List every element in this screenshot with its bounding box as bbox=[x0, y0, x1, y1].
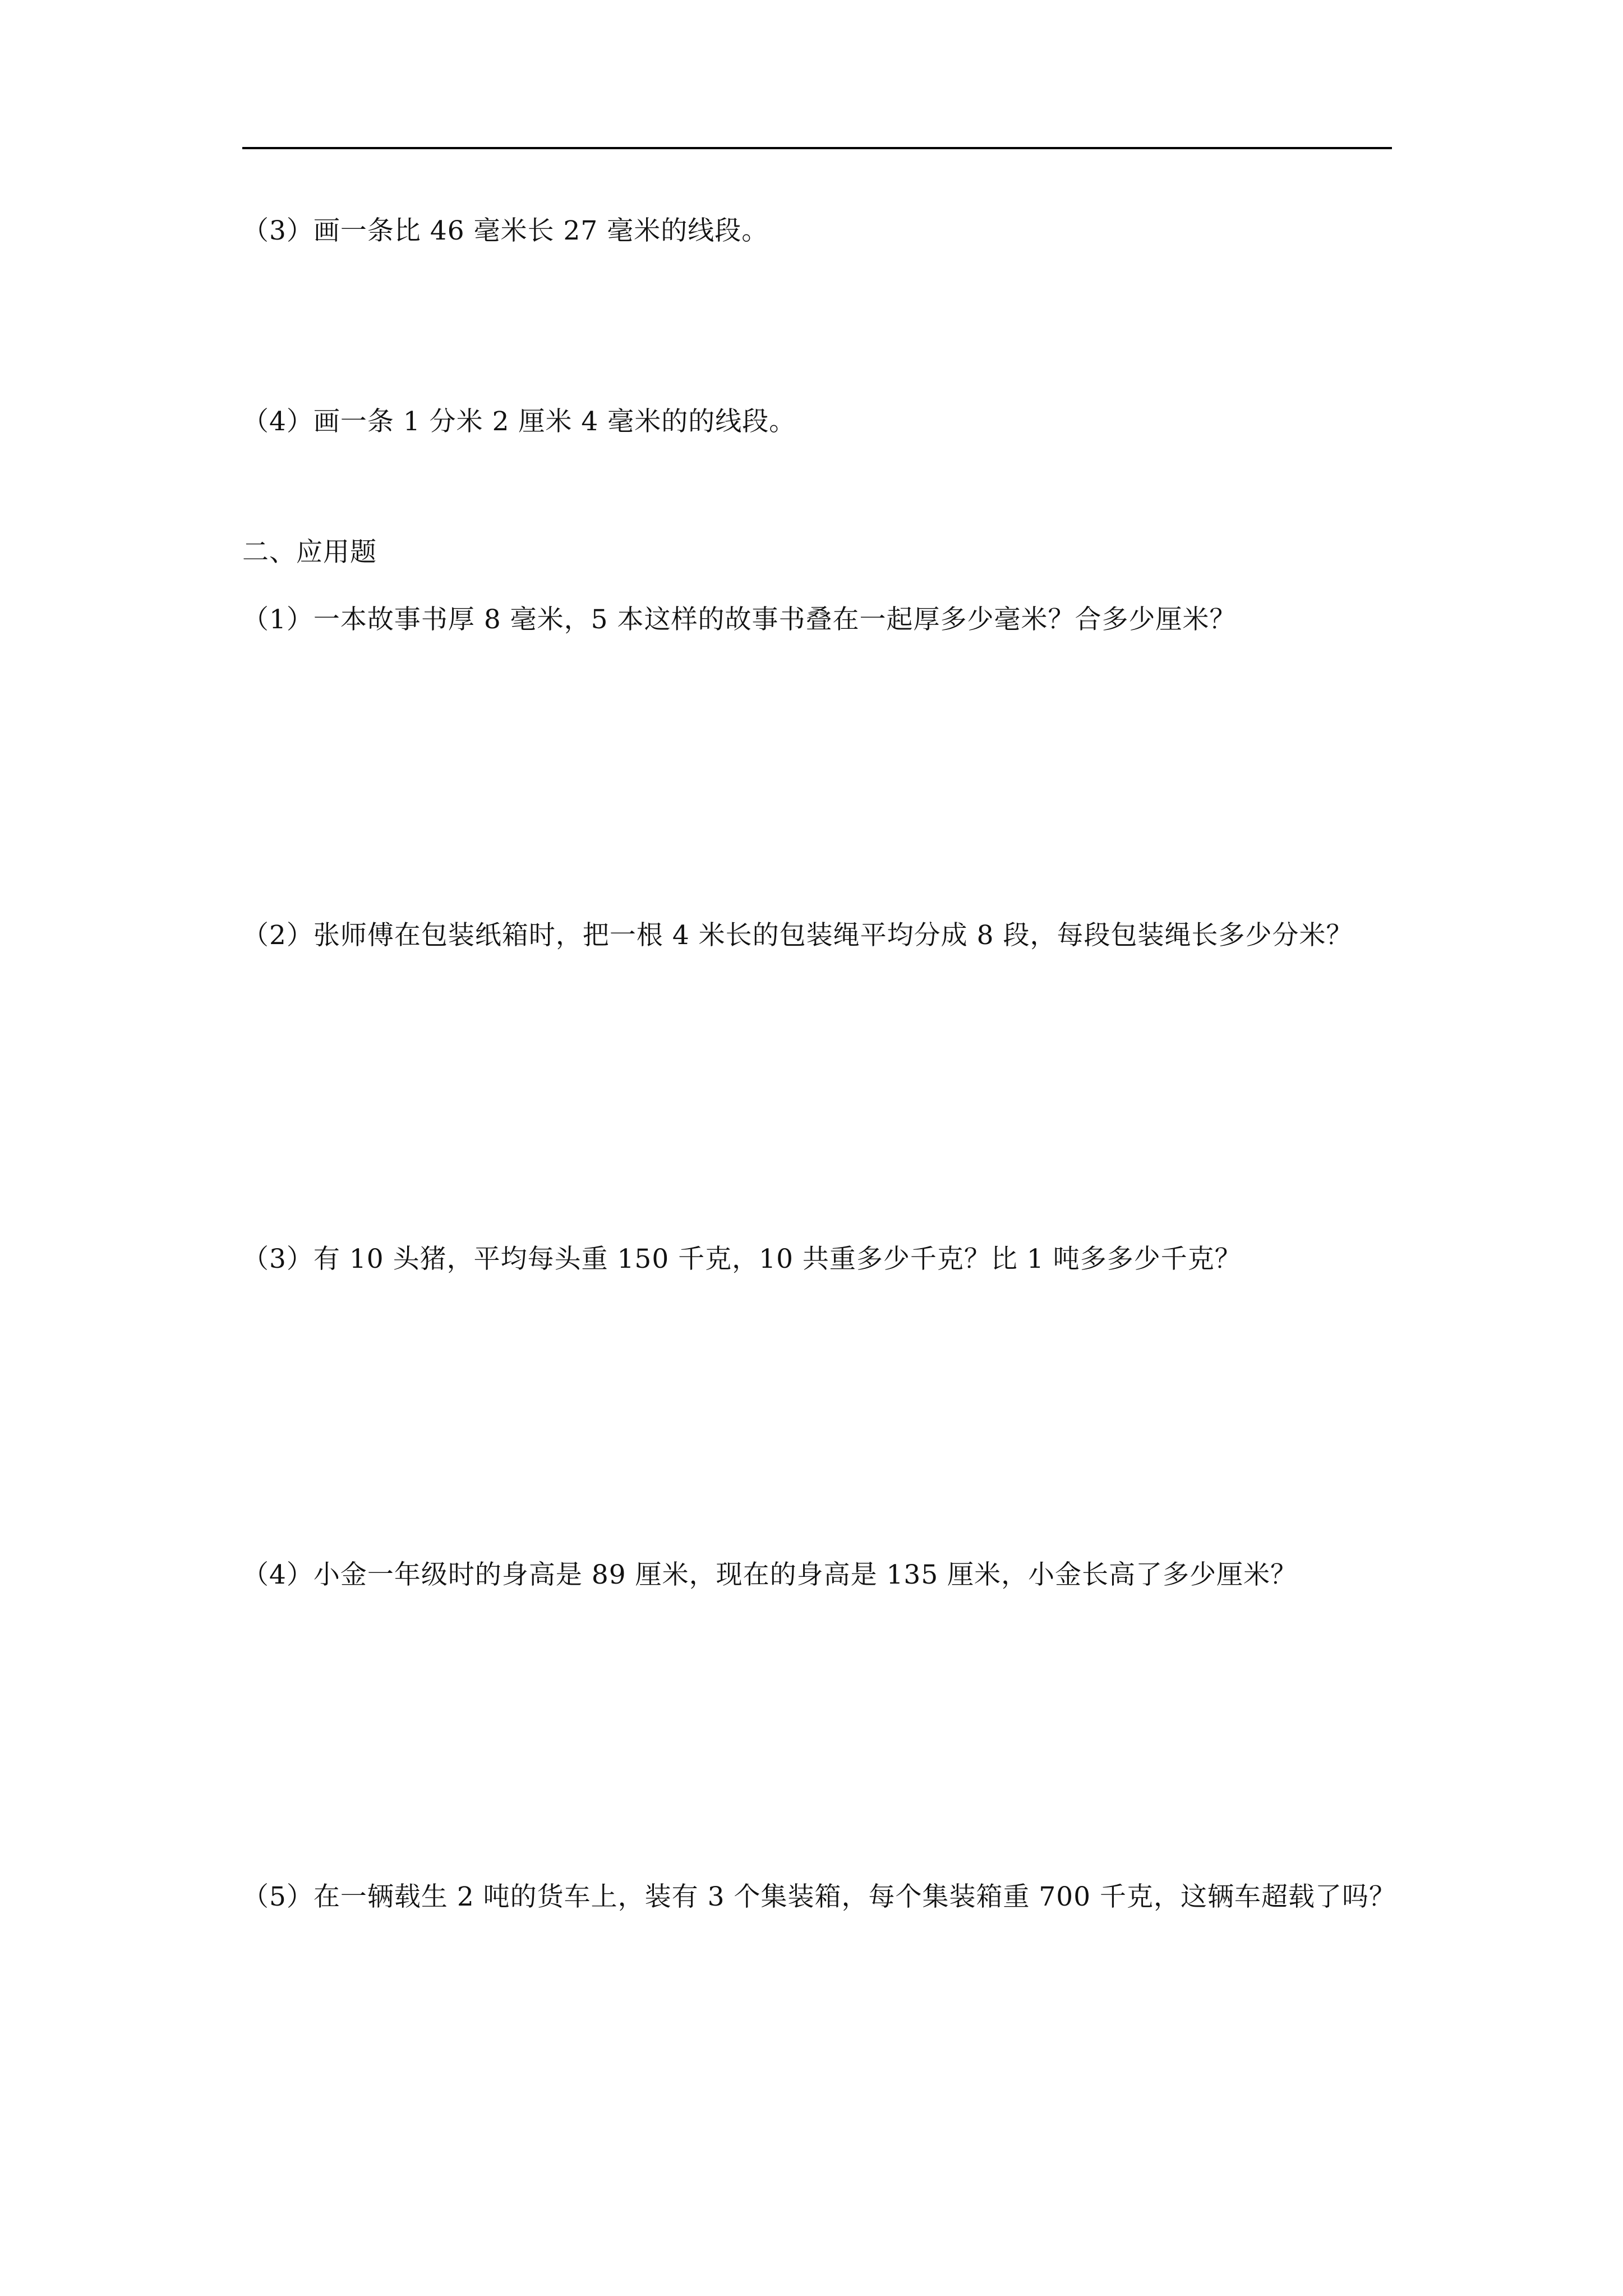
word-problem-1: （1）一本故事书厚 8 毫米，5 本这样的故事书叠在一起厚多少毫米？合多少厘米？ bbox=[242, 604, 1237, 635]
header-rule bbox=[242, 147, 1392, 149]
section-title: 二、应用题 bbox=[242, 537, 377, 568]
drawing-task-3: （3）画一条比 46 毫米长 27 毫米的线段。 bbox=[242, 215, 769, 246]
word-problem-3: （3）有 10 头猪，平均每头重 150 千克，10 共重多少千克？比 1 吨多多少千克？ bbox=[242, 1244, 1242, 1274]
word-problem-4: （4）小金一年级时的身高是 89 厘米，现在的身高是 135 厘米，小金长高了多少厘米？ bbox=[242, 1559, 1298, 1590]
drawing-task-4: （4）画一条 1 分米 2 厘米 4 毫米的的线段。 bbox=[242, 406, 796, 437]
word-problem-2: （2）张师傅在包装纸箱时，把一根 4 米长的包装绳平均分成 8 段，每段包装绳长多少分米？ bbox=[242, 920, 1353, 951]
word-problem-5: （5）在一辆载生 2 吨的货车上，装有 3 个集装箱，每个集装箱重 700 千克，这辆车超载了吗？ bbox=[242, 1881, 1396, 1912]
